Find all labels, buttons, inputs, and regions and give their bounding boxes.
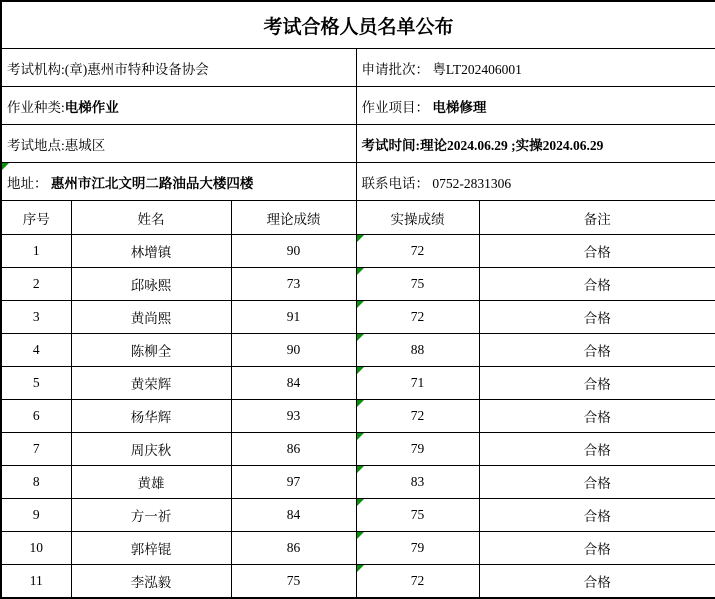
- cell-serial-no: 9: [1, 499, 71, 532]
- table-row: [1, 466, 715, 499]
- cell-application-batch: [356, 49, 715, 87]
- practical-score-value: 71: [410, 375, 425, 390]
- practical-score-value: 72: [410, 573, 425, 588]
- cell-practical-score: [356, 268, 479, 301]
- cell-flag-icon: [357, 367, 364, 374]
- cell-name: 李泓毅: [71, 565, 231, 599]
- cell-name: 周庆秋: [71, 433, 231, 466]
- cell-name: 黄雄: [71, 466, 231, 499]
- cell-theory-score: 86: [231, 433, 356, 466]
- header-remark: 备注: [479, 201, 715, 235]
- cell-practical-score: [356, 499, 479, 532]
- cell-remark: 合格: [479, 565, 715, 599]
- cell-name: 郭梓锟: [71, 532, 231, 565]
- address-value: 惠州市江北文明二路油品大楼四楼: [50, 175, 254, 191]
- cell-practical-score: [356, 565, 479, 599]
- cell-exam-time: [356, 125, 715, 163]
- application-batch-value: 粤LT202406001: [432, 61, 522, 77]
- cell-exam-location: [1, 125, 356, 163]
- contact-phone-value: 0752-2831306: [432, 175, 512, 191]
- cell-practical-score: [356, 532, 479, 565]
- work-project-value: 电梯修理: [432, 99, 487, 115]
- exam-location-value: 惠城区: [64, 137, 106, 153]
- cell-flag-icon: [357, 301, 364, 308]
- cell-practical-score: [356, 301, 479, 334]
- title-row: [1, 1, 715, 49]
- cell-name: 黄荣辉: [71, 367, 231, 400]
- cell-serial-no: 10: [1, 532, 71, 565]
- exam-time-value: 理论2024.06.29 ;实操2024.06.29: [420, 137, 604, 153]
- cell-serial-no: 7: [1, 433, 71, 466]
- cell-theory-score: 73: [231, 268, 356, 301]
- table-row: [1, 334, 715, 367]
- cell-practical-score: [356, 235, 479, 268]
- address-label: 地址：: [7, 175, 48, 191]
- cell-remark: 合格: [479, 499, 715, 532]
- practical-score-value: 83: [410, 474, 425, 489]
- header-serial-no: 序号: [1, 201, 71, 235]
- table-row: [1, 565, 715, 599]
- cell-serial-no: 4: [1, 334, 71, 367]
- cell-serial-no: 5: [1, 367, 71, 400]
- cell-theory-score: 97: [231, 466, 356, 499]
- table-row: [1, 268, 715, 301]
- cell-serial-no: 2: [1, 268, 71, 301]
- cell-theory-score: 75: [231, 565, 356, 599]
- table-row: [1, 433, 715, 466]
- practical-score-value: 72: [410, 408, 425, 423]
- cell-flag-icon: [357, 433, 364, 440]
- table-row: [1, 499, 715, 532]
- cell-theory-score: 90: [231, 235, 356, 268]
- cell-serial-no: 8: [1, 466, 71, 499]
- cell-work-type: [1, 87, 356, 125]
- cell-theory-score: 90: [231, 334, 356, 367]
- cell-flag-icon: [357, 235, 364, 242]
- cell-flag-icon: [357, 565, 364, 572]
- practical-score-value: 88: [410, 342, 425, 357]
- cell-serial-no: 3: [1, 301, 71, 334]
- work-type-label: 作业种类:: [7, 99, 65, 115]
- info-row-institution-batch: [1, 49, 715, 87]
- cell-theory-score: 91: [231, 301, 356, 334]
- cell-practical-score: [356, 367, 479, 400]
- cell-remark: 合格: [479, 235, 715, 268]
- cell-remark: 合格: [479, 400, 715, 433]
- cell-theory-score: 86: [231, 532, 356, 565]
- cell-remark: 合格: [479, 532, 715, 565]
- info-row-location-time: [1, 125, 715, 163]
- table-row: [1, 400, 715, 433]
- cell-remark: 合格: [479, 301, 715, 334]
- cell-name: 杨华辉: [71, 400, 231, 433]
- cell-flag-icon: [2, 163, 9, 170]
- cell-flag-icon: [357, 532, 364, 539]
- cell-remark: 合格: [479, 367, 715, 400]
- cell-flag-icon: [357, 400, 364, 407]
- cell-flag-icon: [357, 268, 364, 275]
- cell-flag-icon: [357, 466, 364, 473]
- header-name: 姓名: [71, 201, 231, 235]
- cell-serial-no: 6: [1, 400, 71, 433]
- cell-contact-phone: [356, 163, 715, 201]
- practical-score-value: 75: [410, 507, 425, 522]
- info-row-worktype-project: [1, 87, 715, 125]
- cell-name: 林增镇: [71, 235, 231, 268]
- cell-remark: 合格: [479, 334, 715, 367]
- table-header-row: [1, 201, 715, 235]
- exam-location-label: 考试地点:: [7, 137, 65, 153]
- exam-time-label: 考试时间:: [361, 137, 420, 153]
- practical-score-value: 75: [410, 276, 425, 291]
- cell-serial-no: 1: [1, 235, 71, 268]
- cell-name: 陈柳全: [71, 334, 231, 367]
- cell-theory-score: 84: [231, 499, 356, 532]
- cell-remark: 合格: [479, 268, 715, 301]
- exam-institution-label: 考试机构:: [7, 61, 65, 77]
- table-row: [1, 367, 715, 400]
- page-title: 考试合格人员名单公布: [1, 1, 715, 49]
- cell-practical-score: [356, 433, 479, 466]
- cell-theory-score: 84: [231, 367, 356, 400]
- cell-practical-score: [356, 400, 479, 433]
- practical-score-value: 79: [410, 540, 425, 555]
- work-type-value: 电梯作业: [64, 99, 119, 115]
- cell-address: [1, 163, 356, 201]
- contact-phone-label: 联系电话：: [361, 175, 429, 191]
- table-row: [1, 532, 715, 565]
- practical-score-value: 72: [410, 309, 425, 324]
- cell-practical-score: [356, 334, 479, 367]
- header-practical-score: 实操成绩: [356, 201, 479, 235]
- table-row: [1, 301, 715, 334]
- cell-remark: 合格: [479, 466, 715, 499]
- info-row-address-phone: [1, 163, 715, 201]
- cell-flag-icon: [357, 334, 364, 341]
- cell-name: 黄尚熙: [71, 301, 231, 334]
- cell-name: 方一祈: [71, 499, 231, 532]
- practical-score-value: 79: [410, 441, 425, 456]
- table-row: [1, 235, 715, 268]
- cell-work-project: [356, 87, 715, 125]
- cell-theory-score: 93: [231, 400, 356, 433]
- application-batch-label: 申请批次：: [361, 61, 429, 77]
- cell-flag-icon: [357, 499, 364, 506]
- practical-score-value: 72: [410, 243, 425, 258]
- exam-institution-value: (章)惠州市特种设备协会: [64, 61, 209, 77]
- work-project-label: 作业项目：: [361, 99, 429, 115]
- cell-remark: 合格: [479, 433, 715, 466]
- header-theory-score: 理论成绩: [231, 201, 356, 235]
- cell-practical-score: [356, 466, 479, 499]
- cell-exam-institution: [1, 49, 356, 87]
- cell-serial-no: 11: [1, 565, 71, 599]
- cell-name: 邱咏熙: [71, 268, 231, 301]
